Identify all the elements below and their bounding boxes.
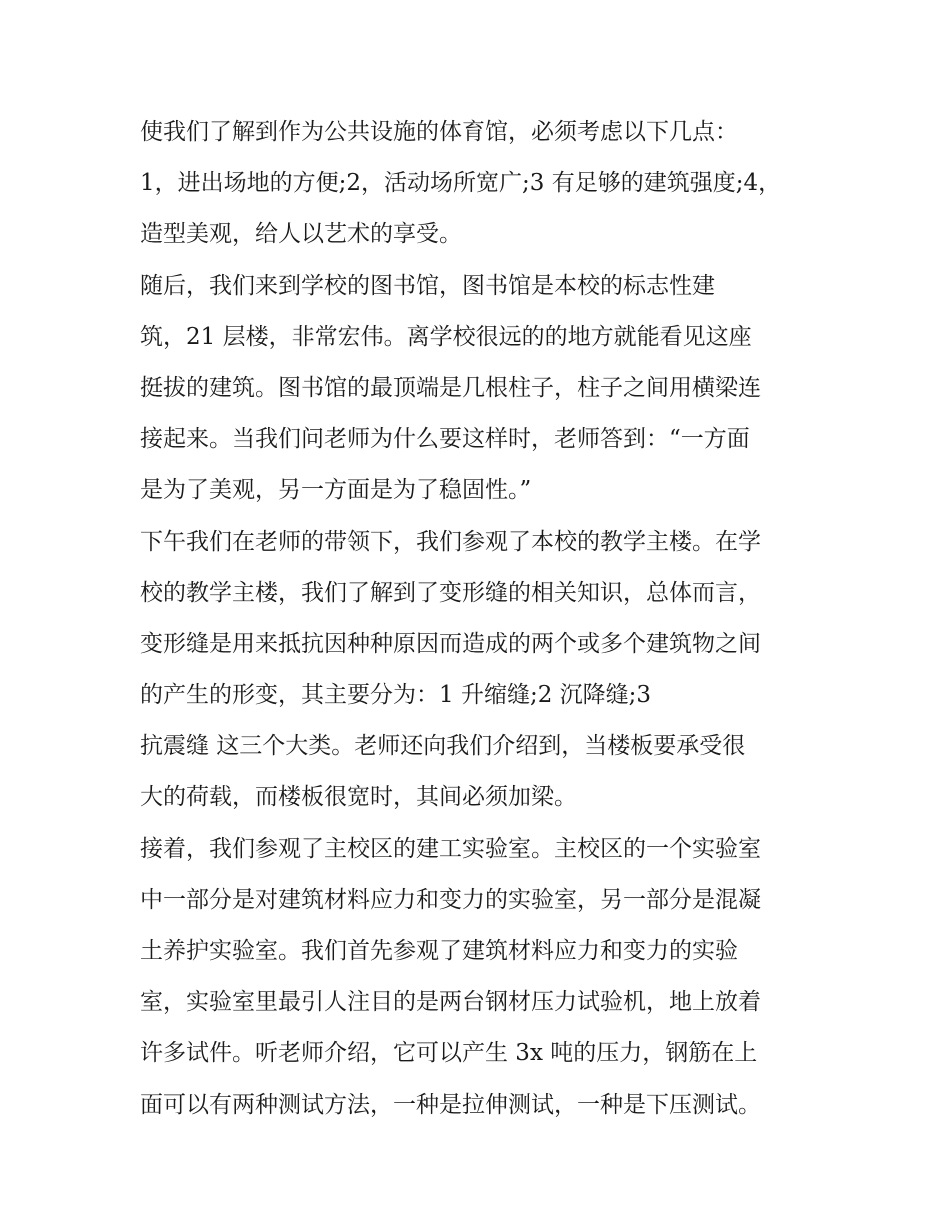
body-text	[140, 107, 830, 1131]
text-line: 的产生的形变，其主要分为：1 升缩缝;2 沉降缝;3	[140, 682, 652, 709]
text-line: 筑，21 层楼，非常宏伟。离学校很远的的地方就能看见这座	[140, 323, 752, 350]
text-line: 挺拔的建筑。图书馆的最顶端是几根柱子，柱子之间用横梁连	[140, 374, 761, 401]
text-line: 大的荷载，而楼板很宽时，其间必须加梁。	[140, 784, 577, 811]
text-line: 土养护实验室。我们首先参观了建筑材料应力和变力的实验	[140, 938, 738, 964]
text-line: 使我们了解到作为公共设施的体育馆，必须考虑以下几点：	[140, 119, 738, 145]
text-line: 面可以有两种测试方法，一种是拉伸测试，一种是下压测试。	[140, 1091, 761, 1118]
text-line: 许多试件。听老师介绍，它可以产生 3x 吨的压力，钢筋在上	[140, 1040, 758, 1067]
text-line: 1，进出场地的方便;2，活动场所宽广;3 有足够的建筑强度;4，	[140, 170, 782, 197]
text-line: 校的教学主楼，我们了解到了变形缝的相关知识，总体而言，	[140, 579, 761, 606]
text-line: 室，实验室里最引人注目的是两台钢材压力试验机，地上放着	[140, 989, 761, 1016]
text-line: 变形缝是用来抵抗因种种原因而造成的两个或多个建筑物之间	[140, 630, 761, 657]
text-line: 造型美观，给人以艺术的享受。	[140, 221, 462, 248]
text-line: 是为了美观，另一方面是为了稳固性。”	[140, 477, 532, 504]
text-line: 抗震缝 这三个大类。老师还向我们介绍到，当楼板要承受很	[140, 733, 746, 760]
text-line: 中一部分是对建筑材料应力和变力的实验室，另一部分是混凝	[140, 886, 761, 913]
text-line: 随后，我们来到学校的图书馆，图书馆是本校的标志性建	[140, 272, 715, 299]
text-line: 接着，我们参观了主校区的建工实验室。主校区的一个实验室	[140, 835, 761, 862]
text-line: 下午我们在老师的带领下，我们参观了本校的教学主楼。在学	[140, 528, 761, 555]
text-line: 接起来。当我们问老师为什么要这样时，老师答到：“一方面	[140, 426, 750, 453]
